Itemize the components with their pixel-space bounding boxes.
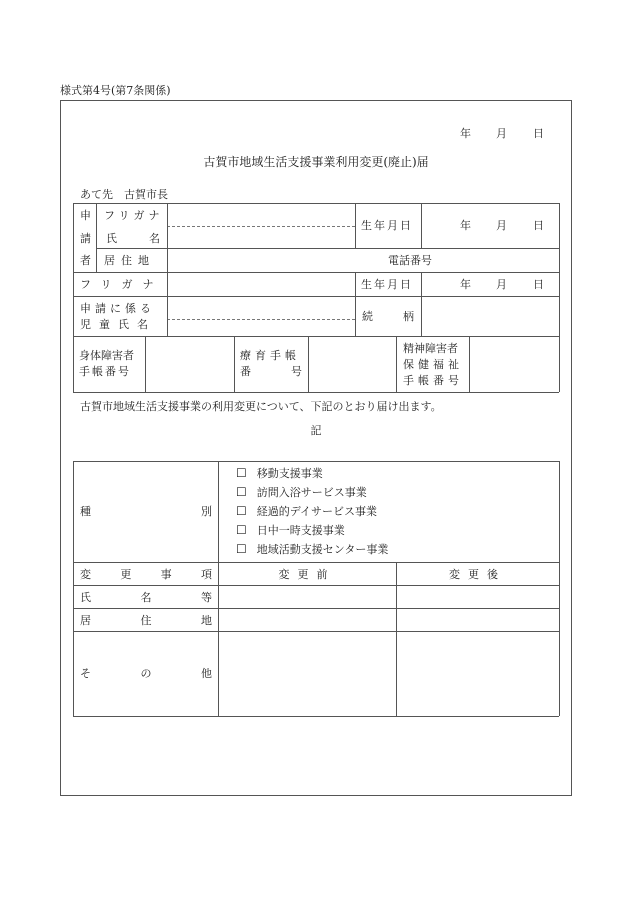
checkbox-icon[interactable]: ☐ <box>236 542 247 556</box>
applicant-birth-day: 日 <box>533 219 544 232</box>
applicant-side-char-1: 申 <box>80 209 91 222</box>
child-name-label-1: 申請に係る <box>80 302 155 315</box>
ryoiku-handbook-label-2: 番 号 <box>240 365 302 378</box>
ki-label: 記 <box>310 424 322 437</box>
child-birth-month: 月 <box>496 278 507 291</box>
date-day-label: 日 <box>533 127 544 140</box>
service-type-label: 種 別 <box>80 505 212 518</box>
mental-handbook-label-3: 手帳番号 <box>403 374 463 387</box>
physical-handbook-label-2: 手帳番号 <box>79 365 131 378</box>
checkbox-icon[interactable]: ☐ <box>236 485 247 499</box>
physical-handbook-label-1: 身体障害者 <box>79 349 134 362</box>
form-frame <box>60 100 572 796</box>
row-name-label: 氏 名 等 <box>80 591 212 604</box>
applicant-furigana-label: フリガナ <box>104 209 164 222</box>
child-relation-label: 続 柄 <box>362 310 414 323</box>
addressee: あて先 古賀市長 <box>80 188 168 201</box>
date-year-label: 年 <box>460 127 471 140</box>
service-item-0[interactable]: ☐ 移動支援事業 <box>236 466 323 480</box>
child-birth-year: 年 <box>460 278 471 291</box>
ryoiku-handbook-label-1: 療育手帳 <box>240 349 300 362</box>
mental-handbook-label-1: 精神障害者 <box>403 342 458 355</box>
row-other-label: そ の 他 <box>80 667 212 680</box>
service-item-4[interactable]: ☐ 地域活動支援センター事業 <box>236 542 389 556</box>
child-birth-label: 生年月日 <box>361 278 413 291</box>
applicant-name-label: 氏 名 <box>106 232 160 245</box>
applicant-address-label: 居住地 <box>104 254 155 267</box>
applicant-birth-label: 生年月日 <box>361 219 413 232</box>
service-item-3[interactable]: ☐ 日中一時支援事業 <box>236 523 345 537</box>
form-number: 様式第4号(第7条関係) <box>60 84 171 97</box>
applicant-birth-year: 年 <box>460 219 471 232</box>
col-after-header: 変更後 <box>449 568 506 581</box>
child-birth-day: 日 <box>533 278 544 291</box>
applicant-side-char-2: 請 <box>80 232 91 245</box>
applicant-side-char-3: 者 <box>80 254 91 267</box>
col-before-header: 変更前 <box>278 568 336 581</box>
checkbox-icon[interactable]: ☐ <box>236 523 247 537</box>
service-item-2[interactable]: ☐ 経過的デイサービス事業 <box>236 504 377 518</box>
form-title: 古賀市地域生活支援事業利用変更(廃止)届 <box>203 155 429 169</box>
col-change-item-header: 変 更 事 項 <box>80 568 212 581</box>
applicant-phone-label: 電話番号 <box>388 254 432 267</box>
checkbox-icon[interactable]: ☐ <box>236 504 247 518</box>
applicant-birth-month: 月 <box>496 219 507 232</box>
service-item-1[interactable]: ☐ 訪問入浴サービス事業 <box>236 485 367 499</box>
checkbox-icon[interactable]: ☐ <box>236 466 247 480</box>
child-name-label-2: 児童氏名 <box>80 318 156 331</box>
mental-handbook-label-2: 保健福祉 <box>403 358 463 371</box>
child-furigana-label: フリガナ <box>80 278 164 291</box>
date-month-label: 月 <box>496 127 507 140</box>
notice-text: 古賀市地域生活支援事業の利用変更について、下記のとおり届け出ます。 <box>80 400 442 413</box>
row-address-label: 居 住 地 <box>80 614 212 627</box>
